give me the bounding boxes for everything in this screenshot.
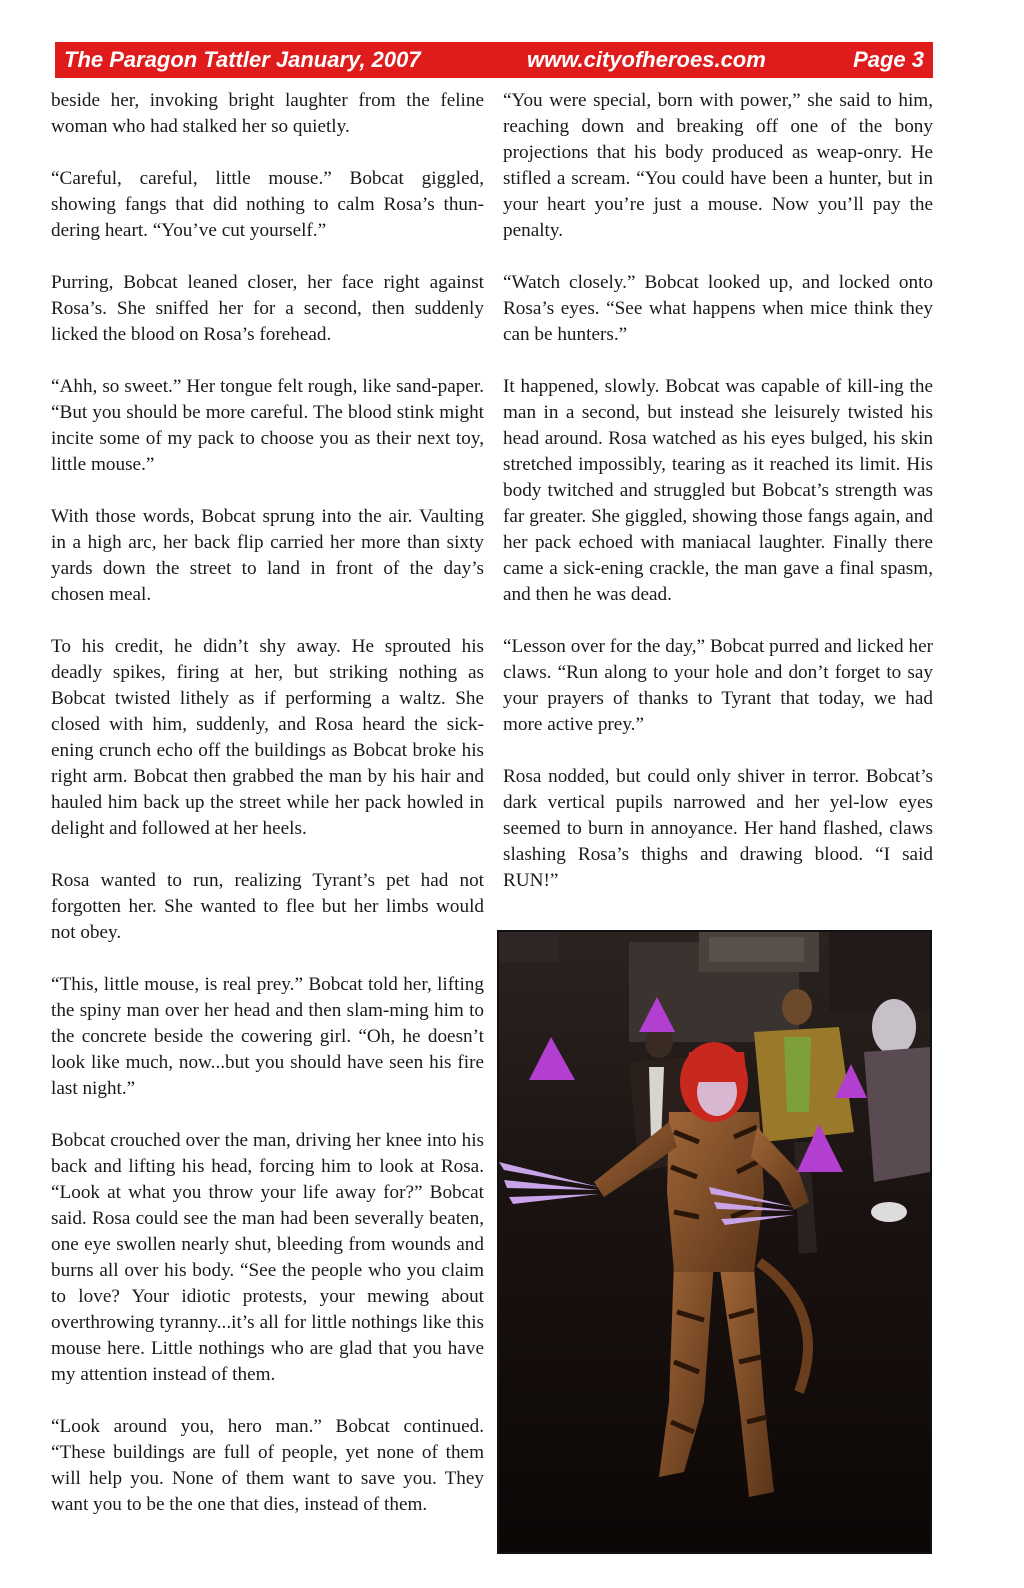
page-header bbox=[55, 42, 933, 78]
paragraph: Bobcat crouched over the man, driving her knee into his back and lifting his head, forcing him to look at Rosa. “Look at what you throw your life away for?” Bobcat said. Rosa could see the man had been severally beaten, one eye swollen nearly shut, bleeding from wounds and burns all over his body. “See the people who you claim to love? Your idiotic protests, your mewing about overthrowing tyranny...it’s all for little nothings like this mouse here. Little nothings who are glad that you have my attention instead of them. bbox=[51, 1130, 484, 1385]
paragraph: “This, little mouse, is real prey.” Bobcat told her, lifting the spiny man over her head and then slam-ming him to the concrete beside the cowering girl. “Oh, he doesn’t look like much, now...but you should have seen his fire last night.” bbox=[51, 974, 484, 1099]
newsletter-title: The Paragon Tattler January, 2007 bbox=[64, 47, 421, 72]
website-link[interactable]: www.cityofheroes.com bbox=[527, 47, 766, 72]
paragraph: “Look around you, hero man.” Bobcat continued. “These buildings are full of people, yet none of them will help you. None of them want to save you. They want you to be the one that dies, instead of them. bbox=[51, 1416, 484, 1515]
paragraph: “Ahh, so sweet.” Her tongue felt rough, like sand-paper. “But you should be more careful. The blood stink might incite some of my pack to choose you as their next toy, little mouse.” bbox=[51, 376, 484, 475]
paragraph: beside her, invoking bright laughter from the feline woman who had stalked her so quietly. bbox=[51, 90, 484, 137]
left-column bbox=[51, 88, 484, 1544]
paragraph: To his credit, he didn’t shy away. He sprouted his deadly spikes, firing at her, but striking nothing as Bobcat twisted lithely as if performing a waltz. She closed with him, suddenly, and Rosa heard the sick-ening crunch echo off the buildings as Bobcat broke his right arm. Bobcat then grabbed the man by his hair and hauled him back up the street while her pack howled in delight and followed at her heels. bbox=[51, 636, 484, 839]
right-column bbox=[503, 88, 933, 920]
paragraph: “You were special, born with power,” she said to him, reaching down and breaking off one of the bony projections that his body produced as weap-onry. He stifled a scream. “You could have been a hunter, but in your heart you’re just a mouse. Now you’ll pay the penalty. bbox=[503, 90, 933, 241]
game-screenshot-figure bbox=[497, 930, 932, 1554]
paragraph: “Careful, careful, little mouse.” Bobcat giggled, showing fangs that did nothing to calm Rosa’s thun-dering heart. “You’ve cut yourself.” bbox=[51, 168, 484, 241]
paragraph: Purring, Bobcat leaned closer, her face right against Rosa’s. She sniffed her for a second, then suddenly licked the blood on Rosa’s forehead. bbox=[51, 272, 484, 345]
page-number: Page 3 bbox=[853, 47, 924, 72]
game-screenshot-bobcat-image bbox=[499, 932, 930, 1552]
paragraph: Rosa wanted to run, realizing Tyrant’s pet had not forgotten her. She wanted to flee but her limbs would not obey. bbox=[51, 870, 484, 943]
paragraph: “Lesson over for the day,” Bobcat purred and licked her claws. “Run along to your hole and don’t forget to say your prayers of thanks to Tyrant that today, we had more active prey.” bbox=[503, 636, 933, 735]
paragraph: “Watch closely.” Bobcat looked up, and locked onto Rosa’s eyes. “See what happens when mice think they can be hunters.” bbox=[503, 272, 933, 345]
paragraph: Rosa nodded, but could only shiver in terror. Bobcat’s dark vertical pupils narrowed and her yel-low eyes seemed to burn in annoyance. Her hand flashed, claws slashing Rosa’s thighs and drawing blood. “I said RUN!” bbox=[503, 766, 933, 891]
paragraph: It happened, slowly. Bobcat was capable of kill-ing the man in a second, but instead she leisurely twisted his head around. Rosa watched as his eyes bulged, his skin stretched impossibly, tearing as it reached its limit. His body twitched and struggled but Bobcat’s strength was far greater. She giggled, showing those fangs again, and her pack echoed with maniacal laughter. Finally there came a sick-ening crackle, the man gave a final spasm, and then he was dead. bbox=[503, 376, 933, 605]
paragraph: With those words, Bobcat sprung into the air. Vaulting in a high arc, her back flip carried her more than sixty yards down the street to land in front of the day’s chosen meal. bbox=[51, 506, 484, 605]
